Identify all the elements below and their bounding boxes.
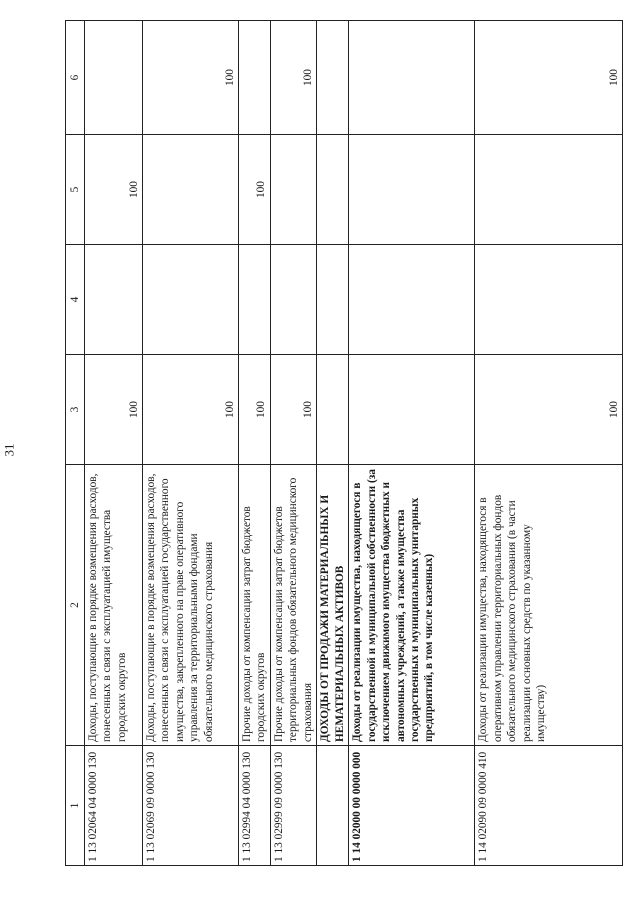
income-description: Доходы, поступающие в порядке возмещения расходов, понесенных в связи с эксплуатацией имущества городских округов [85,465,143,746]
value-col-4 [85,245,143,355]
table-row [85,21,143,866]
header-col-5: 5 [66,135,85,245]
income-code: 1 14 02000 00 0000 000 [349,746,475,866]
header-col-4: 4 [66,245,85,355]
value-col-5 [475,135,623,245]
value-col-4 [239,245,271,355]
value-col-5 [270,135,316,245]
income-description: Прочие доходы от компенсации затрат бюджетов городских округов [239,465,271,746]
income-code: 1 14 02090 09 0000 410 [475,746,623,866]
income-code: 1 13 02069 09 0000 130 [143,746,239,866]
header-col-1: 1 [66,746,85,866]
value-col-3: 100 [270,355,316,465]
value-col-3 [349,355,475,465]
value-col-3 [317,355,349,465]
table-row [349,21,475,866]
value-col-6 [349,21,475,135]
table-row [143,21,239,866]
value-col-5: 100 [85,135,143,245]
income-code: 1 13 02994 04 0000 130 [239,746,271,866]
section-heading: ДОХОДЫ ОТ ПРОДАЖИ МАТЕРИАЛЬНЫХ И НЕМАТЕРИАЛЬНЫХ АКТИВОВ [317,465,349,746]
value-col-6 [85,21,143,135]
rotated-page-content [65,21,623,866]
table-row-section-heading [317,21,349,866]
table-row [270,21,316,866]
income-codes-table [65,20,623,866]
value-col-3: 100 [85,355,143,465]
value-col-4 [475,245,623,355]
value-col-4 [349,245,475,355]
value-col-5 [143,135,239,245]
income-code [317,746,349,866]
value-col-4 [143,245,239,355]
income-description: Прочие доходы от компенсации затрат бюджетов территориальных фондов обязательного медицинского страхования [270,465,316,746]
table-header-row [66,21,85,866]
income-description: Доходы, поступающие в порядке возмещения расходов, понесенных в связи с эксплуатацией государственного имущества, закрепленного на праве оперативного управления за территориальными фондами обязательного медицинского страхования [143,465,239,746]
value-col-3: 100 [475,355,623,465]
value-col-6: 100 [270,21,316,135]
value-col-3: 100 [143,355,239,465]
value-col-6 [239,21,271,135]
value-col-6 [317,21,349,135]
header-col-2: 2 [66,465,85,746]
table-row [239,21,271,866]
income-description: Доходы от реализации имущества, находящегося в государственной и муниципальной собственности (за исключением движимого имущества бюджетных и автономных учреждений, а также имущества государственных и муниципальных унитарных предприятий, в том числе казенных) [349,465,475,746]
value-col-5: 100 [239,135,271,245]
value-col-3: 100 [239,355,271,465]
page-number: 31 [1,443,17,457]
header-col-3: 3 [66,355,85,465]
value-col-5 [349,135,475,245]
value-col-4 [270,245,316,355]
table-row [475,21,623,866]
income-code: 1 13 02999 09 0000 130 [270,746,316,866]
value-col-6: 100 [475,21,623,135]
header-col-6: 6 [66,21,85,135]
income-code: 1 13 02064 04 0000 130 [85,746,143,866]
value-col-4 [317,245,349,355]
value-col-6: 100 [143,21,239,135]
income-description: Доходы от реализации имущества, находящегося в оперативном управлении территориальных фондов обязательного медицинского страхования (в части реализации основных средств по указанному имуществу) [475,465,623,746]
value-col-5 [317,135,349,245]
